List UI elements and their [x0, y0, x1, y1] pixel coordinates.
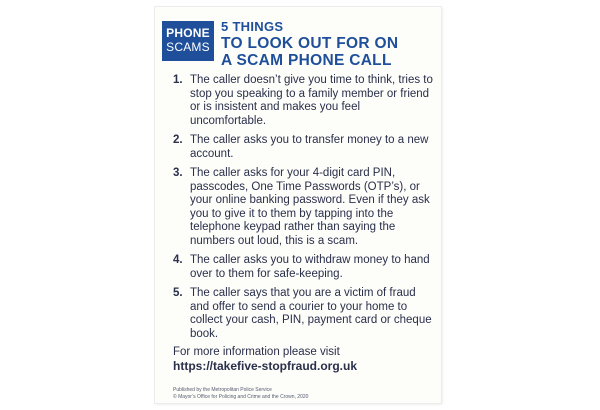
list-item [173, 167, 435, 248]
item-number: 3. [173, 167, 183, 179]
item-number: 1. [173, 74, 183, 86]
title-line-3: A SCAM PHONE CALL [221, 52, 392, 69]
phone-scams-tag [162, 21, 214, 61]
item-number: 4. [173, 254, 183, 266]
leaflet-card [155, 7, 441, 403]
item-text: The caller doesn’t give you time to think, tries to stop you speaking to a family member or friend or is insistent and makes you feel uncomfortable. [190, 74, 433, 127]
more-info-link[interactable]: https://takefive-stopfraud.org.uk [173, 358, 358, 373]
item-number: 5. [173, 287, 183, 299]
leaflet-header [155, 15, 441, 67]
list-item [173, 287, 435, 341]
more-info-section [173, 346, 435, 373]
tag-line-2: SCAMS [166, 40, 210, 54]
scam-warning-list [173, 74, 435, 347]
leaflet-title [221, 19, 436, 69]
footer-line-1: Published by the Metropolitan Police Service [173, 387, 272, 393]
publisher-footer [173, 387, 435, 400]
tag-line-1: PHONE [166, 26, 210, 40]
more-info-text: For more information please visit [173, 346, 340, 358]
footer-line-2: © Mayor’s Office for Policing and Crime and the Crown, 2020 [173, 393, 309, 400]
item-number: 2. [173, 134, 183, 146]
list-item [173, 254, 435, 281]
title-line-2: TO LOOK OUT FOR ON [221, 35, 399, 52]
item-text: The caller asks for your 4-digit card PIN, passcodes, One Time Passwords (OTP’s), or your online banking password. Even if they ask you to give it to them by tapping into the telephone keypad rather than saying the numbers out loud, this is a scam. [190, 167, 430, 247]
item-text: The caller asks you to withdraw money to hand over to them for safe-keeping. [190, 254, 430, 280]
list-item [173, 134, 435, 161]
title-line-1: 5 THINGS [221, 19, 284, 34]
item-text: The caller asks you to transfer money to a new account. [190, 134, 429, 160]
list-item [173, 74, 435, 128]
item-text: The caller says that you are a victim of fraud and offer to send a courier to your home to collect your cash, PIN, payment card or cheque book. [190, 287, 432, 340]
